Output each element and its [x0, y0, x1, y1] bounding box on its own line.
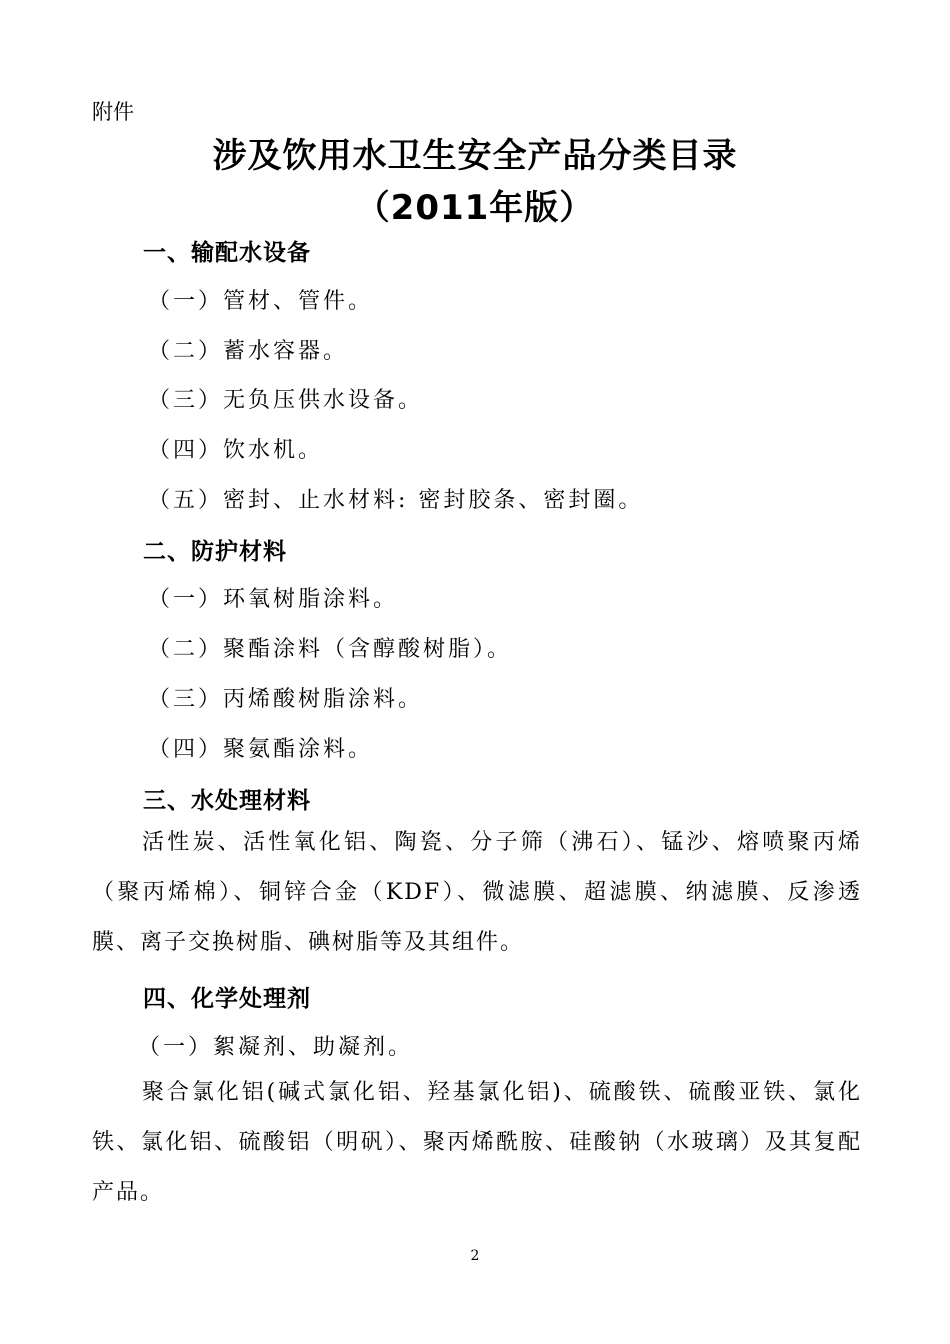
section-paragraph-4: 聚合氯化铝(碱式氯化铝、羟基氯化铝)、硫酸铁、硫酸亚铁、氯化铁、氯化铝、硫酸铝（明矾）、聚丙烯酰胺、硅酸钠（水玻璃）及其复配产品。: [92, 1080, 862, 1205]
list-item: （一）絮凝剂、助凝剂。: [138, 1035, 414, 1060]
document-title: 涉及饮用水卫生安全产品分类目录: [212, 136, 738, 176]
list-item: （五）密封、止水材料: 密封胶条、密封圈。: [148, 488, 644, 513]
list-item: （三）无负压供水设备。: [148, 388, 424, 413]
list-item: （二）聚酯涂料（含醇酸树脂）。: [148, 637, 513, 662]
list-item: （二）蓄水容器。: [148, 339, 349, 364]
list-item: （四）聚氨酯涂料。: [148, 737, 374, 762]
section-heading-1: 一、输配水设备: [143, 240, 311, 266]
section-heading-3: 三、水处理材料: [143, 788, 311, 814]
section-paragraph-3: 活性炭、活性氧化铝、陶瓷、分子筛（沸石）、锰沙、熔喷聚丙烯（聚丙烯棉）、铜锌合金（KDF）、微滤膜、超滤膜、纳滤膜、反渗透膜、离子交换树脂、碘树脂等及其组件。: [92, 830, 862, 955]
list-item: （一）环氧树脂涂料。: [148, 587, 399, 612]
document-subtitle: （2011年版）: [355, 188, 595, 228]
list-item: （一）管材、管件。: [148, 289, 374, 314]
list-item: （四）饮水机。: [148, 438, 324, 463]
section-heading-2: 二、防护材料: [143, 539, 287, 565]
list-item: （三）丙烯酸树脂涂料。: [148, 687, 424, 712]
page-number: 2: [470, 1248, 480, 1264]
attachment-label: 附件: [92, 100, 134, 124]
section-heading-4: 四、化学处理剂: [143, 986, 311, 1012]
